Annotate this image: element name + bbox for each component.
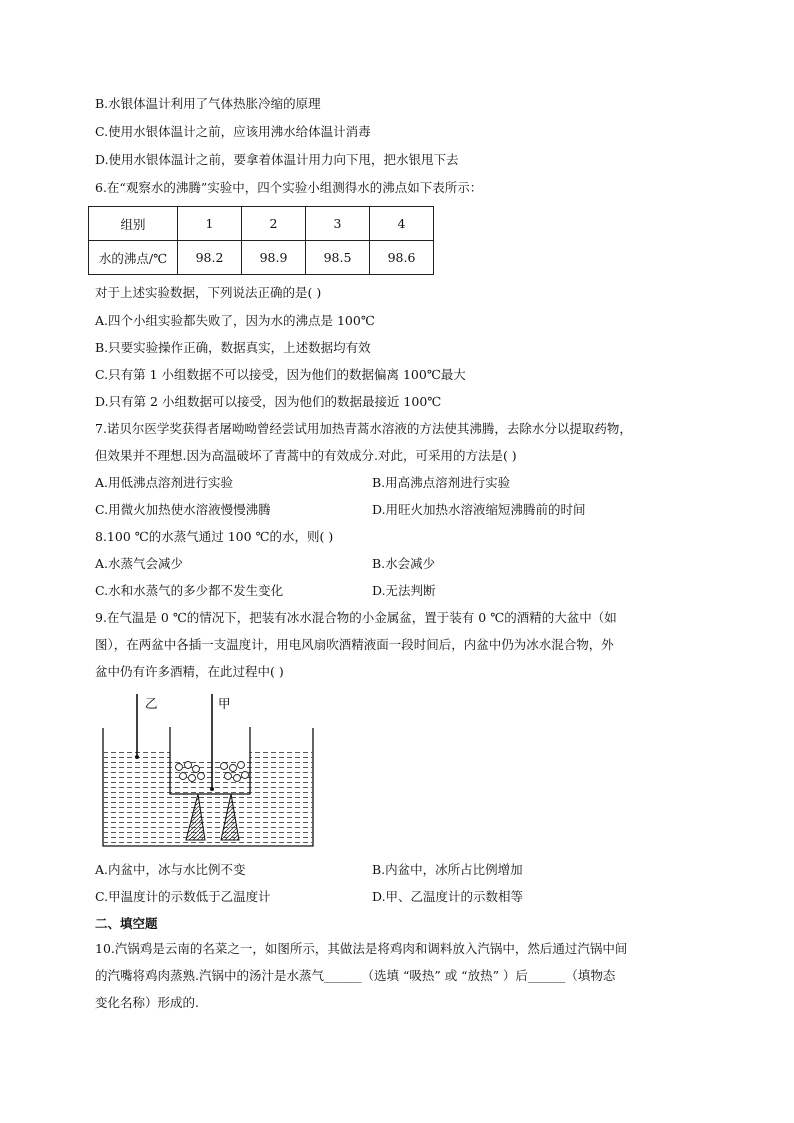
option-7d: D.用旺火加热水溶液缩短沸腾前的时间 xyxy=(372,502,586,517)
option-8b: B.水会减少 xyxy=(372,556,436,571)
option-6d: D.只有第 2 小组数据可以接受，因为他们的数据最接近 100℃ xyxy=(95,394,442,409)
table-cell: 98.6 xyxy=(370,241,434,275)
option-8d: D.无法判断 xyxy=(372,583,436,598)
option-6a: A.四个小组实验都失败了，因为水的沸点是 100℃ xyxy=(95,313,375,328)
option-8c: C.水和水蒸气的多少都不发生变化 xyxy=(95,583,284,598)
question-9-line3: 盆中仍有许多酒精，在此过程中( ) xyxy=(95,664,284,679)
option-d-mercury: D.使用水银体温计之前，要拿着体温计用力向下甩，把水银甩下去 xyxy=(95,152,459,167)
option-9b: B.内盆中，冰所占比例增加 xyxy=(372,862,523,877)
question-7-line2: 但效果并不理想.因为高温破坏了青蒿中的有效成分.对此，可采用的方法是( ) xyxy=(95,448,517,463)
table-row-label: 水的沸点/℃ xyxy=(89,241,178,275)
table-cell: 3 xyxy=(306,207,370,241)
question-10-line3: 变化名称）形成的. xyxy=(95,995,199,1010)
question-6-stem: 对于上述实验数据，下列说法正确的是( ) xyxy=(95,285,322,300)
question-10-line1: 10.汽锅鸡是云南的名菜之一，如图所示，其做法是将鸡肉和调料放入汽锅中，然后通过汽锅中间 xyxy=(95,941,628,956)
option-7b: B.用高沸点溶剂进行实验 xyxy=(372,475,511,490)
option-8a: A.水蒸气会减少 xyxy=(95,556,184,571)
option-c-mercury: C.使用水银体温计之前，应该用沸水给体温计消毒 xyxy=(95,124,371,139)
table-cell: 4 xyxy=(370,207,434,241)
label-jia: 甲 xyxy=(218,696,231,711)
question-9-line1: 9.在气温是 0 ℃的情况下，把装有冰水混合物的小金属盆，置于装有 0 ℃的酒精的大盆中（如 xyxy=(95,610,617,625)
table-header-label: 组别 xyxy=(89,207,178,241)
option-9d: D.甲、乙温度计的示数相等 xyxy=(372,889,524,904)
option-9a: A.内盆中，冰与水比例不变 xyxy=(95,862,246,877)
table-cell: 98.9 xyxy=(242,241,306,275)
thermometer-basin-figure xyxy=(95,690,320,852)
table-row xyxy=(89,207,434,241)
question-9-line2: 图），在两盆中各插一支温度计，用电风扇吹酒精液面一段时间后，内盆中仍为冰水混合物，外 xyxy=(95,637,614,652)
option-7a: A.用低沸点溶剂进行实验 xyxy=(95,475,234,490)
thermometer-jia-bulb xyxy=(210,787,214,791)
question-6: 6.在“观察水的沸腾”实验中，四个实验小组测得水的沸点如下表所示： xyxy=(95,180,483,195)
table-cell: 98.2 xyxy=(178,241,242,275)
table-cell: 2 xyxy=(242,207,306,241)
question-7-line1: 7.诺贝尔医学奖获得者屠呦呦曾经尝试用加热青蒿水溶液的方法使其沸腾，去除水分以提取药物， xyxy=(95,421,632,436)
question-10-line2: 的汽嘴将鸡肉蒸熟.汽锅中的汤汁是水蒸气______（选填 “吸热” 或 “放热” ）后______（填物态 xyxy=(95,968,616,983)
table-cell: 98.5 xyxy=(306,241,370,275)
table-cell: 1 xyxy=(178,207,242,241)
boiling-point-table xyxy=(88,206,434,275)
option-7c: C.用微火加热使水溶液慢慢沸腾 xyxy=(95,502,271,517)
label-yi: 乙 xyxy=(145,696,158,711)
table-row xyxy=(89,241,434,275)
option-6b: B.只要实验操作正确，数据真实，上述数据均有效 xyxy=(95,340,371,355)
section-heading-fill-blank: 二、填空题 xyxy=(95,916,158,931)
option-b-mercury: B.水银体温计利用了气体热胀冷缩的原理 xyxy=(95,96,321,111)
option-9c: C.甲温度计的示数低于乙温度计 xyxy=(95,889,271,904)
question-8: 8.100 ℃的水蒸气通过 100 ℃的水，则( ) xyxy=(95,529,334,544)
option-6c: C.只有第 1 小组数据不可以接受，因为他们的数据偏离 100℃最大 xyxy=(95,367,466,382)
thermometer-yi-bulb xyxy=(135,755,139,759)
